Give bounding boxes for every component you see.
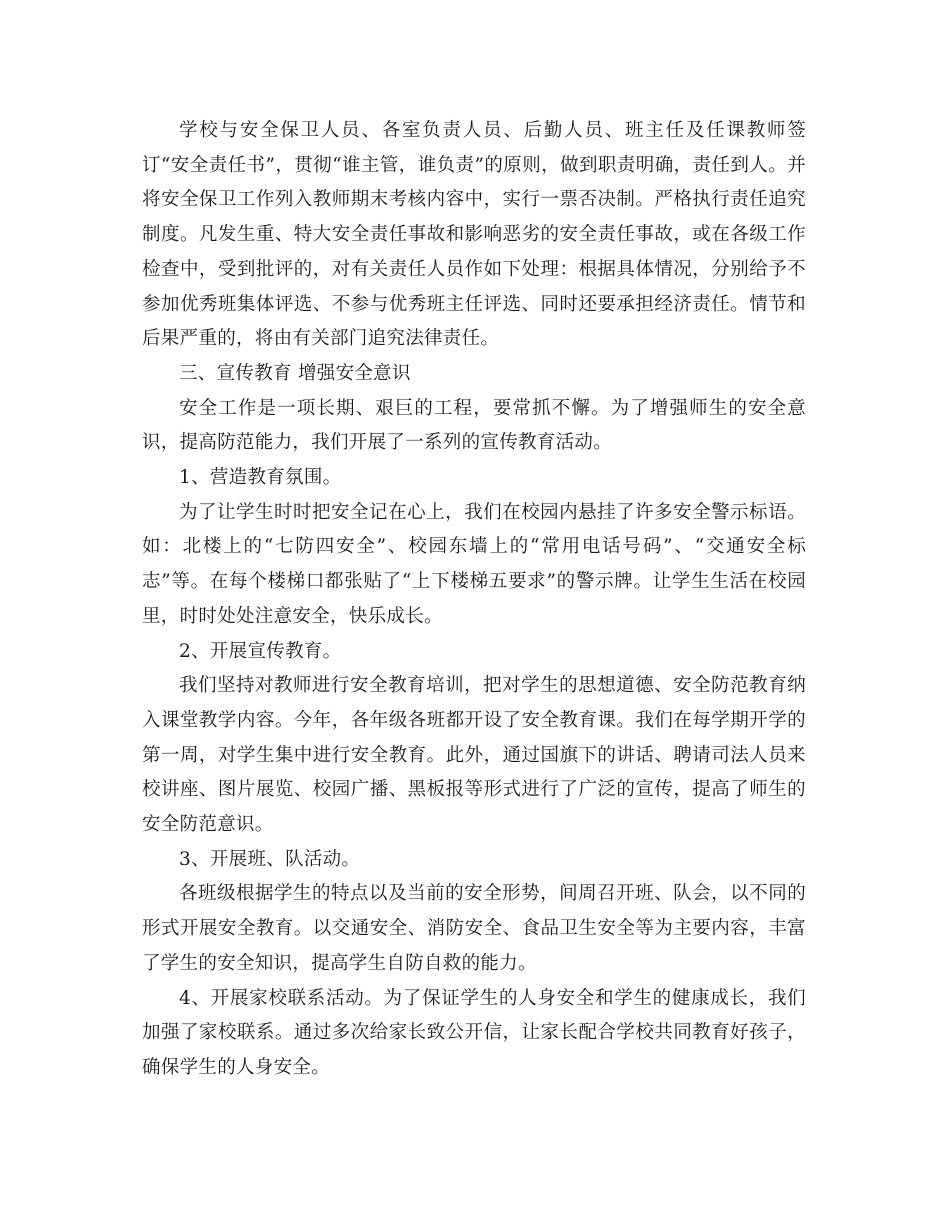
paragraph-home-school: 4、开展家校联系活动。为了保证学生的人身安全和学生的健康成长，我们加强了家校联系。通过多次给家长致公开信，让家长配合学校共同教育好孩子，确保学生的人身安全。 — [142, 987, 806, 1078]
document-page — [142, 114, 806, 1086]
paragraph-responsibility: 学校与安全保卫人员、各室负责人员、后勤人员、班主任及任课教师签订“安全责任书”，贯彻“谁主管，谁负责”的原则，做到职责明确，责任到人。并将安全保卫工作列入教师期末考核内容中，实行一票否决制。严格执行责任追究制度。凡发生重、特大安全责任事故和影响恶劣的安全责任事故，或在各级工作检查中，受到批评的，对有关责任人员作如下处理：根据具体情况，分别给予不参加优秀班集体评选、不参与优秀班主任评选、同时还要承担经济责任。情节和后果严重的，将由有关部门追究法律责任。 — [142, 120, 806, 350]
item-heading-education: 2、开展宣传教育。 — [179, 640, 342, 662]
item-heading-atmosphere: 1、营造教育氛围。 — [179, 467, 342, 489]
paragraph-publicity-intro: 安全工作是一项长期、艰巨的工程，要常抓不懈。为了增强师生的安全意识，提高防范能力，我们开展了一系列的宣传教育活动。 — [142, 397, 806, 454]
item-heading-class-activities: 3、开展班、队活动。 — [179, 848, 361, 870]
paragraph-education: 我们坚持对教师进行安全教育培训，把对学生的思想道德、安全防范教育纳入课堂教学内容。今年，各年级各班都开设了安全教育课。我们在每学期开学的第一周，对学生集中进行安全教育。此外，通过国旗下的讲话、聘请司法人员来校讲座、图片展览、校园广播、黑板报等形式进行了广泛的宣传，提高了师生的安全防范意识。 — [142, 675, 806, 836]
paragraph-atmosphere: 为了让学生时时把安全记在心上，我们在校园内悬挂了许多安全警示标语。如：北楼上的“七防四安全”、校园东墙上的“常用电话号码”、“交通安全标志”等。在每个楼梯口都张贴了“上下楼梯五要求”的警示牌。让学生生活在校园里，时时处处注意安全，快乐成长。 — [142, 501, 806, 627]
section-heading-publicity: 三、宣传教育 增强安全意识 — [179, 362, 411, 384]
paragraph-class-activities: 各班级根据学生的特点以及当前的安全形势，间周召开班、队会，以不同的形式开展安全教育。以交通安全、消防安全、食品卫生安全等为主要内容，丰富了学生的安全知识，提高学生自防自救的能力。 — [142, 883, 806, 974]
